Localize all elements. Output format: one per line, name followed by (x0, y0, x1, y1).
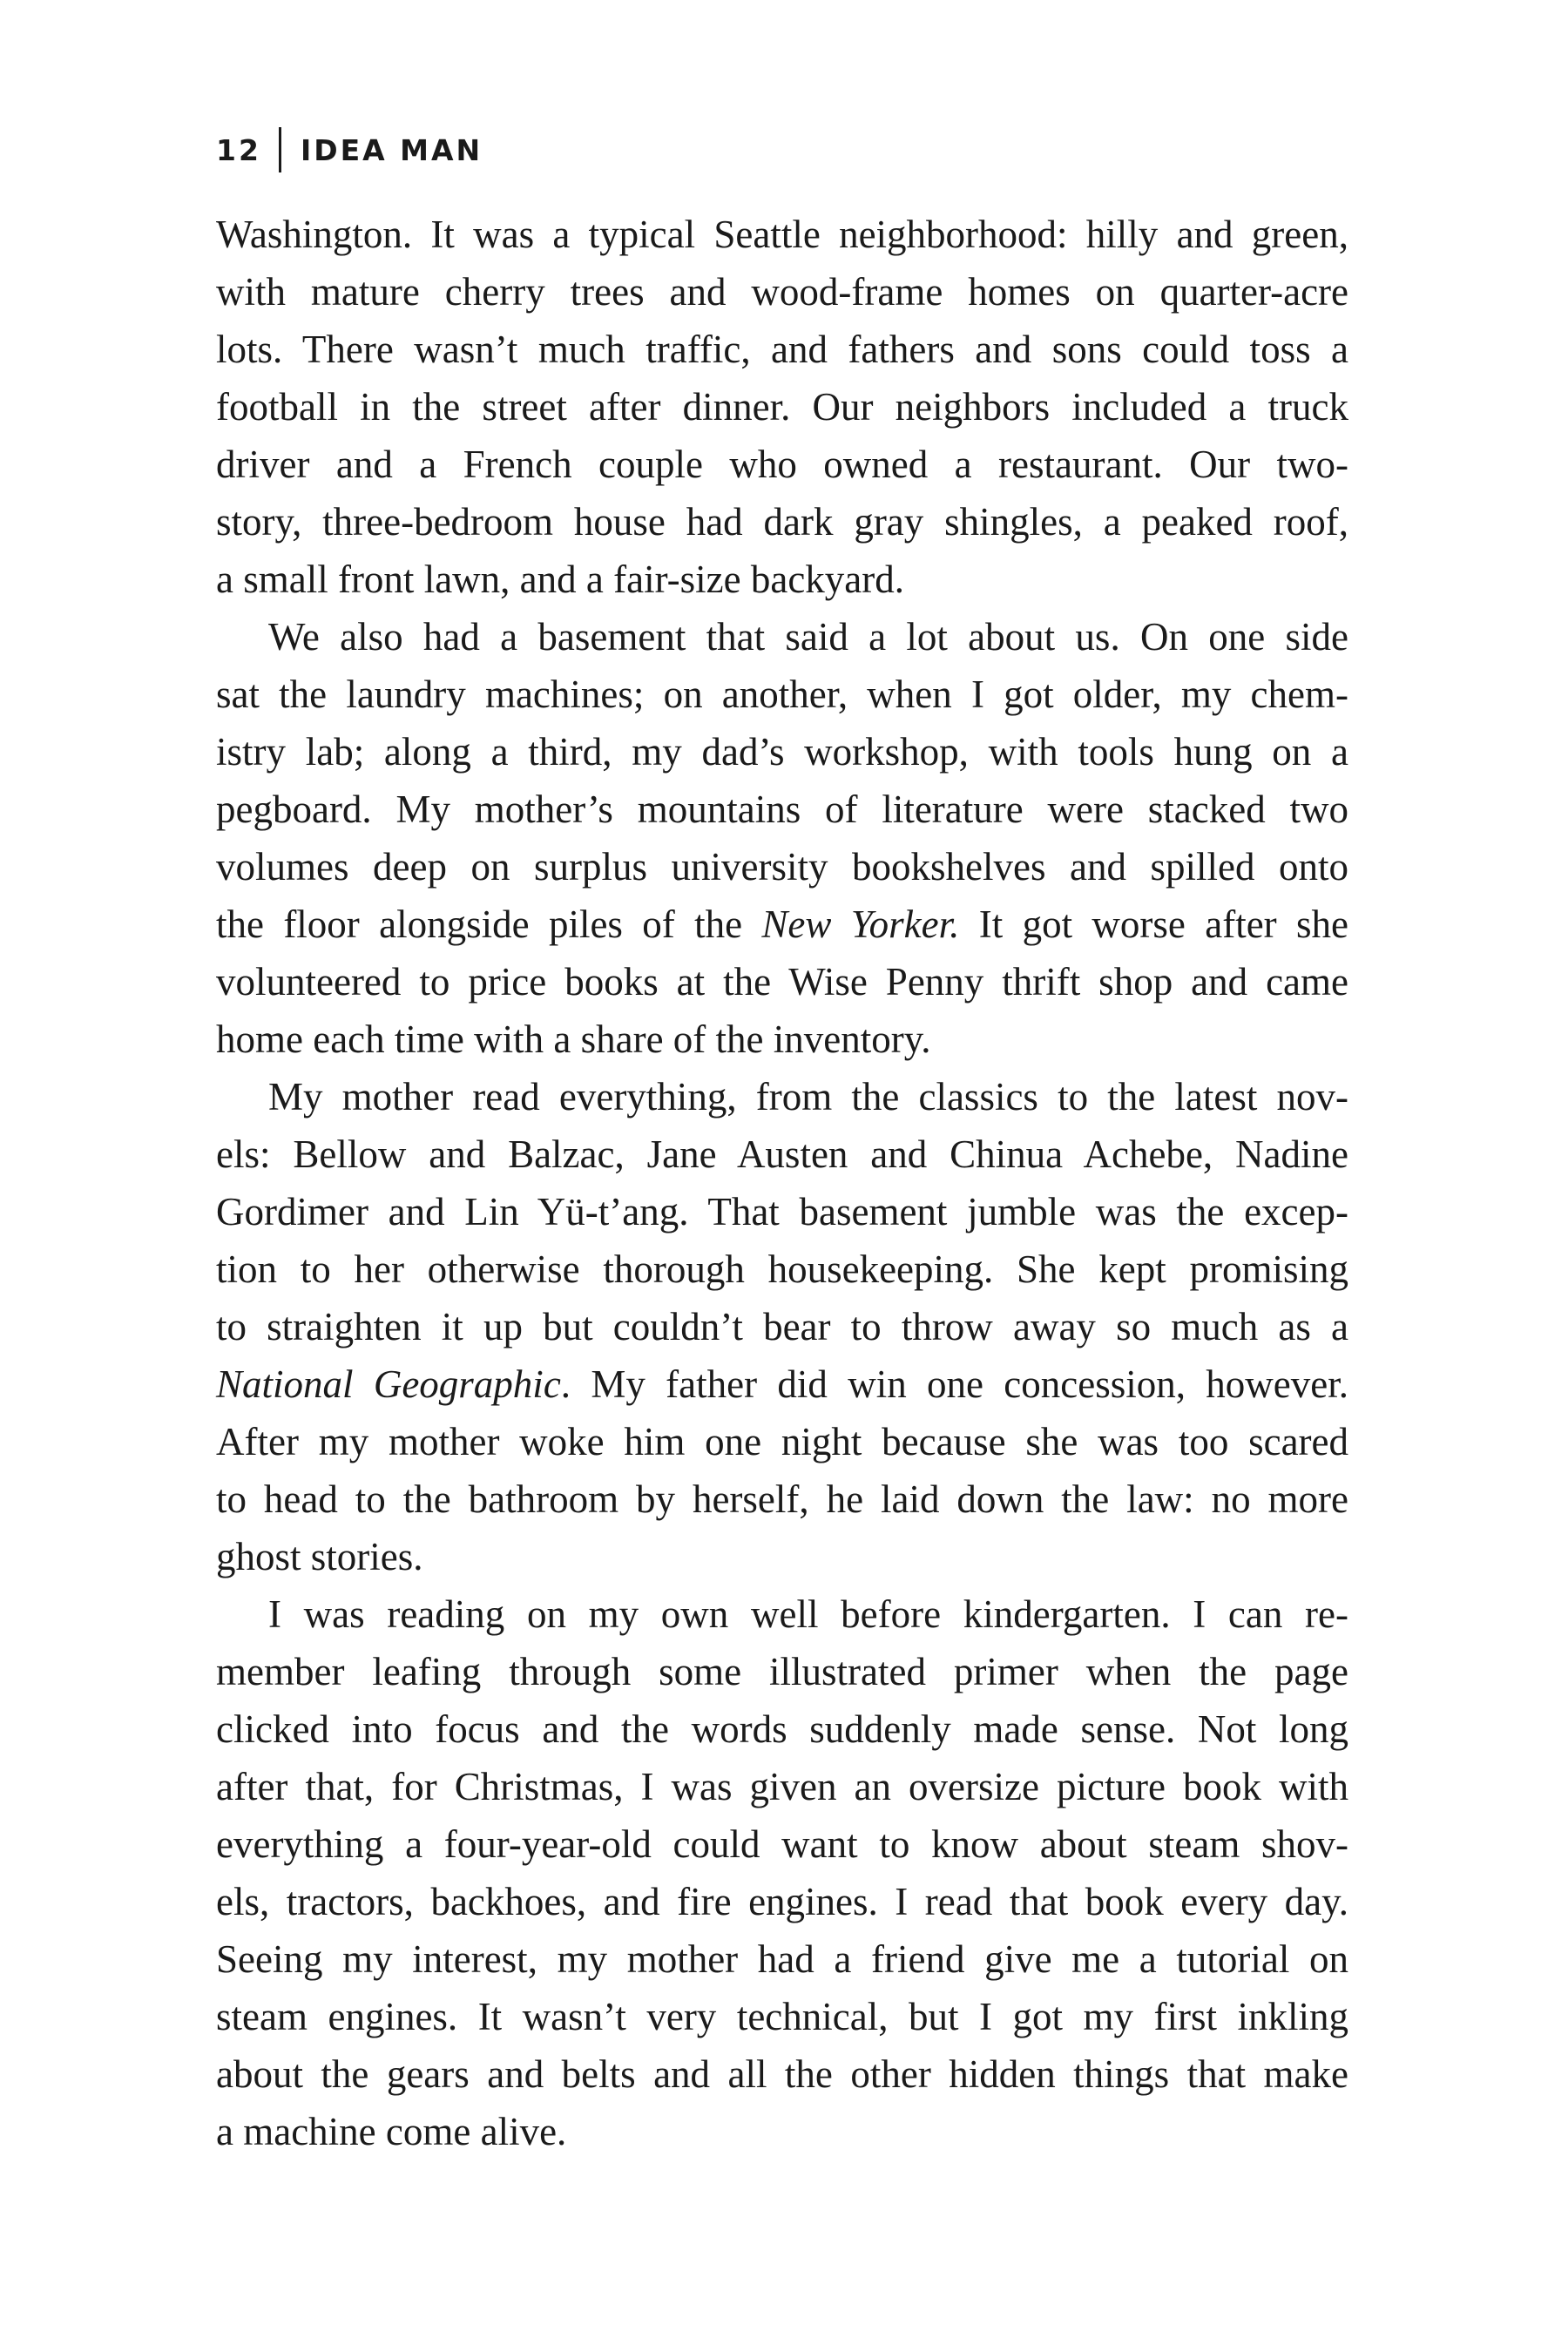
text-run: football in the street after dinner. Our neighbors included a truck (216, 385, 1348, 429)
text-line (216, 1240, 1348, 1298)
text-run: member leafing through some illustrated primer when the page (216, 1650, 1348, 1693)
text-line (216, 1068, 1348, 1125)
text-run: everything a four-year-old could want to know about steam shov- (216, 1822, 1348, 1866)
text-run: We also had a basement that said a lot about us. On one side (268, 615, 1348, 659)
text-line (216, 666, 1348, 723)
text-run: After my mother woke him one night because she was too scared (216, 1420, 1348, 1463)
text-line (216, 2045, 1348, 2103)
page-number: 12 (216, 132, 261, 167)
text-run: My mother read everything, from the classics to the latest nov- (268, 1075, 1348, 1119)
text-run: sat the laundry machines; on another, when I got older, my chem- (216, 672, 1348, 716)
text-run: driver and a French couple who owned a restaurant. Our two- (216, 443, 1348, 486)
text-line (216, 1183, 1348, 1240)
text-run: to straighten it up but couldn’t bear to throw away so much as a (216, 1305, 1348, 1348)
text-run: ghost stories. (216, 1535, 423, 1578)
text-line (216, 1988, 1348, 2045)
text-line (216, 493, 1348, 551)
book-title: IDEA MAN (300, 132, 483, 167)
text-line (216, 206, 1348, 263)
text-line (216, 1355, 1348, 1413)
text-line (216, 1758, 1348, 1815)
text-run: els: Bellow and Balzac, Jane Austen and Chinua Achebe, Nadine (216, 1132, 1348, 1176)
text-line (216, 263, 1348, 321)
text-run: about the gears and belts and all the other hidden things that make (216, 2052, 1348, 2096)
text-run: clicked into focus and the words suddenly made sense. Not long (216, 1707, 1348, 1751)
text-run: a small front lawn, and a fair-size backyard. (216, 558, 905, 601)
text-run: a machine come alive. (216, 2110, 567, 2153)
text-run: Washington. It was a typical Seattle neighborhood: hilly and green, (216, 213, 1348, 256)
text-run: I was reading on my own well before kindergarten. I can re- (268, 1592, 1348, 1636)
header-divider (279, 127, 281, 172)
text-line (216, 1413, 1348, 1470)
text-line (216, 1700, 1348, 1758)
text-run: istry lab; along a third, my dad’s workshop, with tools hung on a (216, 730, 1348, 774)
text-run: lots. There wasn’t much traffic, and fathers and sons could toss a (216, 328, 1348, 371)
text-run: to head to the bathroom by herself, he laid down the law: no more (216, 1477, 1348, 1521)
text-line (216, 2103, 1348, 2160)
text-line (216, 1125, 1348, 1183)
text-line (216, 1010, 1348, 1068)
text-run: It got worse after she (959, 902, 1348, 946)
text-run: story, three-bedroom house had dark gray shingles, a peaked roof, (216, 500, 1348, 544)
text-line (216, 1643, 1348, 1700)
text-line (216, 1470, 1348, 1528)
text-run: the floor alongside piles of the (216, 902, 762, 946)
text-run: volumes deep on surplus university bookshelves and spilled onto (216, 845, 1348, 889)
text-run: pegboard. My mother’s mountains of literature were stacked two (216, 787, 1348, 831)
text-run: with mature cherry trees and wood-frame homes on quarter-acre (216, 270, 1348, 314)
text-run: volunteered to price books at the Wise Penny thrift shop and came (216, 960, 1348, 1004)
text-line (216, 1873, 1348, 1930)
text-line (216, 551, 1348, 608)
text-run: Seeing my interest, my mother had a friend give me a tutorial on (216, 1937, 1348, 1981)
text-line (216, 378, 1348, 436)
text-line (216, 723, 1348, 781)
text-run: els, tractors, backhoes, and fire engines. I read that book every day. (216, 1880, 1348, 1923)
body-text (216, 206, 1348, 2160)
italic-title: National Geographic (216, 1362, 561, 1406)
text-run: steam engines. It wasn’t very technical, but I got my first inkling (216, 1995, 1348, 2038)
text-line (216, 896, 1348, 953)
text-line (216, 1585, 1348, 1643)
text-run: . My father did win one concession, however. (560, 1362, 1348, 1406)
text-line (216, 1528, 1348, 1585)
text-line (216, 608, 1348, 666)
text-line (216, 436, 1348, 493)
text-run: tion to her otherwise thorough housekeeping. She kept promising (216, 1247, 1348, 1291)
text-line (216, 1298, 1348, 1355)
text-run: Gordimer and Lin Yü-t’ang. That basement jumble was the excep- (216, 1190, 1348, 1233)
running-head (216, 124, 483, 176)
text-run: home each time with a share of the inventory. (216, 1017, 931, 1061)
text-line (216, 1930, 1348, 1988)
text-run: after that, for Christmas, I was given an oversize picture book with (216, 1765, 1348, 1808)
text-line (216, 1815, 1348, 1873)
text-line (216, 321, 1348, 378)
italic-title: New Yorker. (761, 902, 960, 946)
text-line (216, 781, 1348, 838)
text-line (216, 953, 1348, 1010)
text-line (216, 838, 1348, 896)
